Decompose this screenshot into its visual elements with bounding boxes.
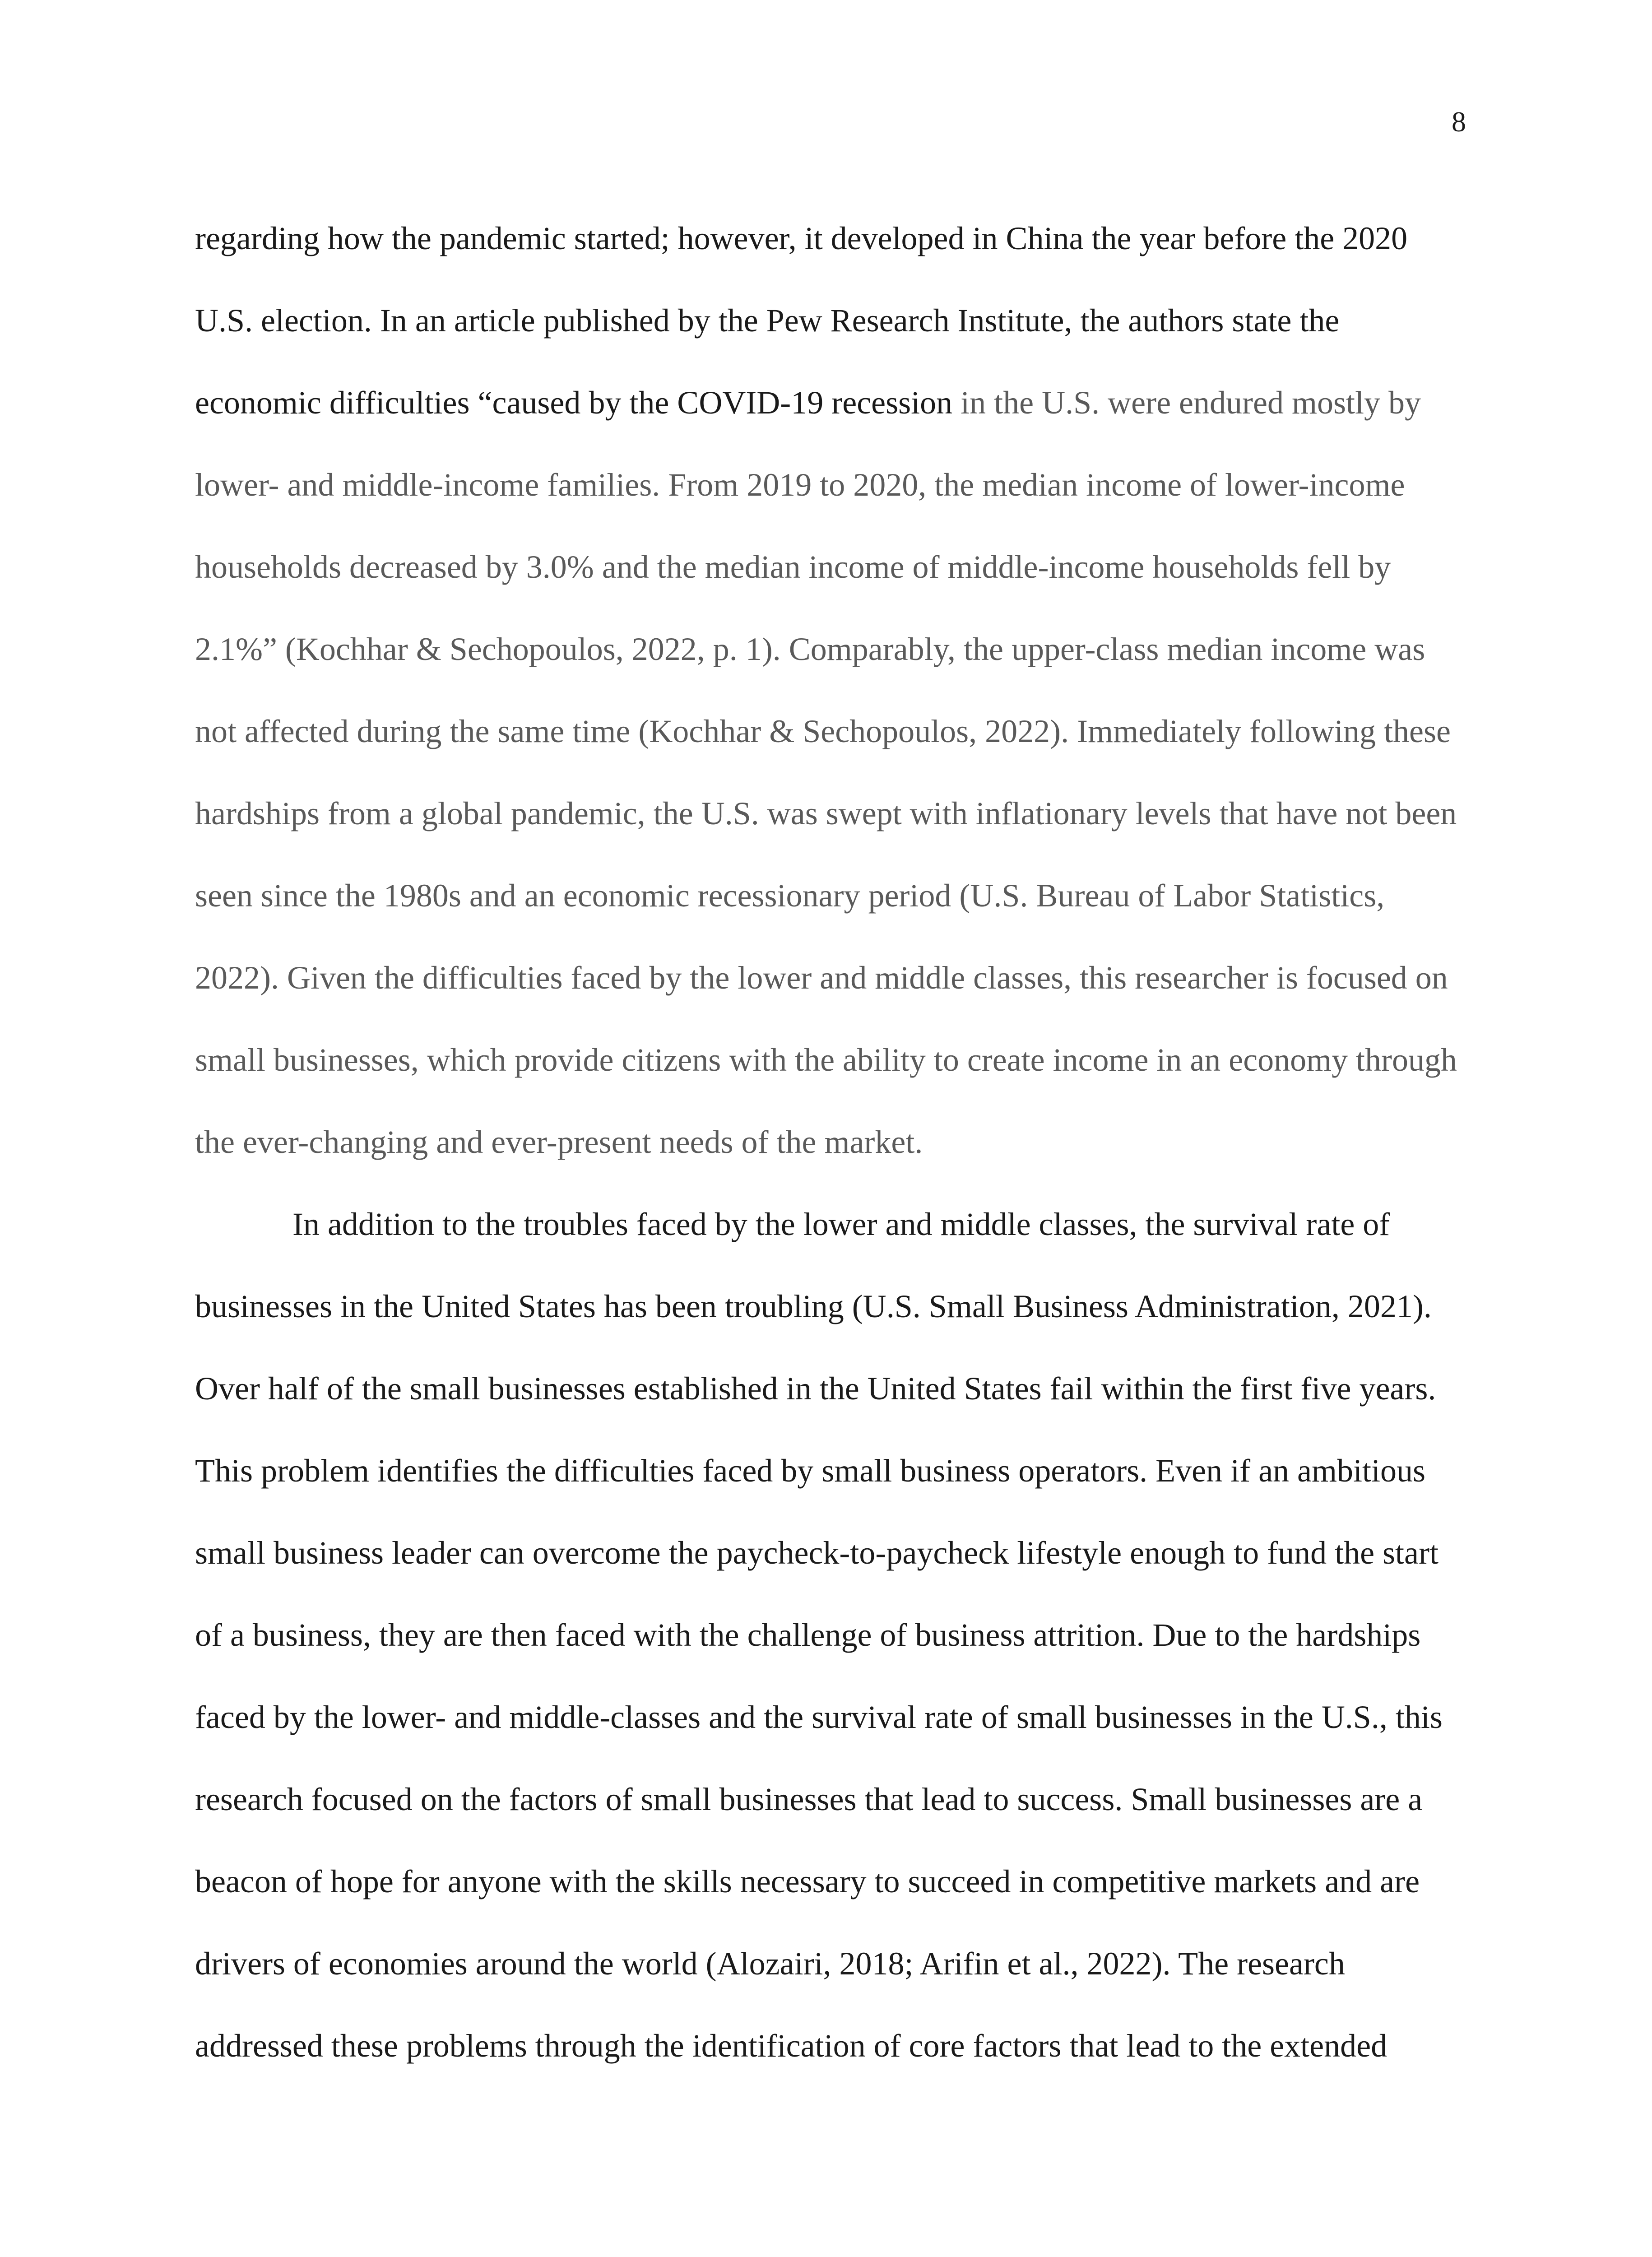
text-line (195, 1126, 923, 1158)
text-segment: households decreased by 3.0% and the median income of middle-income households fell by (195, 549, 1391, 585)
text-line (195, 633, 1425, 665)
text-segment: seen since the 1980s and an economic recessionary period (U.S. Bureau of Labor Statistics, (195, 878, 1385, 914)
text-line (195, 1290, 1432, 1323)
text-segment: small business leader can overcome the paycheck-to-paycheck lifestyle enough to fund the start (195, 1535, 1439, 1571)
text-segment: in the U.S. were endured mostly by (952, 385, 1421, 421)
text-segment: hardships from a global pandemic, the U.S. was swept with inflationary levels that have not been (195, 795, 1457, 831)
text-segment: the ever-changing and ever-present needs of the market. (195, 1124, 923, 1160)
text-segment: In addition to the troubles faced by the lower and middle classes, the survival rate of (292, 1206, 1390, 1242)
text-line (195, 961, 1448, 994)
text-segment: 2022). Given the difficulties faced by the lower and middle classes, this researcher is focused on (195, 960, 1448, 996)
text-line (195, 1454, 1425, 1487)
text-segment: not affected during the same time (Kochhar & Sechopoulos, 2022). Immediately following these (195, 713, 1451, 749)
text-segment: addressed these problems through the identification of core factors that lead to the extended (195, 2028, 1387, 2064)
text-line (195, 469, 1405, 501)
text-segment: U.S. election. In an article published by the Pew Research Institute, the authors state the (195, 302, 1340, 339)
text-line (195, 1865, 1420, 1898)
text-segment: regarding how the pandemic started; however, it developed in China the year before the 2020 (195, 220, 1408, 256)
text-segment: 2.1%” (Kochhar & Sechopoulos, 2022, p. 1). Comparably, the upper-class median income was (195, 631, 1425, 667)
text-segment: businesses in the United States has been troubling (U.S. Small Business Administration, 2021). (195, 1288, 1432, 1324)
text-segment: research focused on the factors of small businesses that lead to success. Small businesses are a (195, 1781, 1423, 1817)
text-line (195, 1701, 1443, 1733)
text-segment: drivers of economies around the world (Alozairi, 2018; Arifin et al., 2022). The research (195, 1946, 1345, 1982)
text-segment: Over half of the small businesses established in the United States fail within the first five years. (195, 1370, 1436, 1407)
text-segment: This problem identifies the difficulties faced by small business operators. Even if an ambitious (195, 1453, 1426, 1489)
text-line (195, 797, 1457, 830)
text-line (195, 1044, 1457, 1076)
text-line (195, 715, 1451, 748)
text-line (292, 1208, 1390, 1240)
text-line (195, 1619, 1420, 1651)
text-line (195, 386, 1421, 419)
text-segment: faced by the lower- and middle-classes and the survival rate of small businesses in the U.S., this (195, 1699, 1443, 1735)
text-line (195, 551, 1391, 583)
text-line (195, 2029, 1387, 2062)
text-segment: of a business, they are then faced with the challenge of business attrition. Due to the hardships (195, 1617, 1421, 1653)
text-line (195, 1372, 1436, 1405)
text-segment: lower- and middle-income families. From 2019 to 2020, the median income of lower-income (195, 467, 1405, 503)
page-number: 8 (1452, 106, 1466, 138)
text-line (195, 1947, 1345, 1980)
text-segment: small businesses, which provide citizens with the ability to create income in an economy through (195, 1042, 1457, 1078)
text-segment: economic difficulties “caused by the COVID-19 recession (195, 385, 953, 421)
text-line (195, 222, 1407, 255)
text-segment: beacon of hope for anyone with the skills necessary to succeed in competitive markets and are (195, 1863, 1420, 1899)
text-line (195, 1783, 1422, 1816)
text-line (195, 1537, 1439, 1569)
text-line (195, 879, 1384, 912)
text-line (195, 304, 1339, 337)
